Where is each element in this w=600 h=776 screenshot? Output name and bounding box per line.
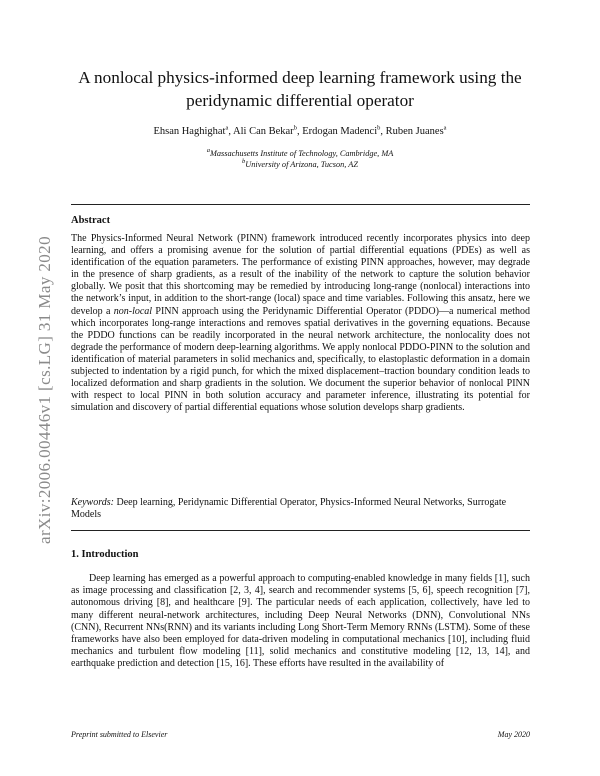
author-name: Erdogan Madenci [302, 126, 378, 137]
section-heading-introduction: 1. Introduction [71, 549, 139, 560]
author-name: Ruben Juanes [385, 126, 444, 137]
affiliation-text: University of Arizona, Tucson, AZ [245, 160, 358, 169]
affiliation-line [70, 159, 530, 170]
affiliation-line [70, 148, 530, 159]
affiliation-mark: b [242, 158, 246, 166]
affiliation-mark: a [206, 147, 210, 155]
footer-preprint-note: Preprint submitted to Elsevier [71, 730, 168, 739]
author-name: Ali Can Bekar [233, 126, 294, 137]
abstract-text-part: PINN approach using the Peridynamic Differential Operator (PDDO)—a numerical method which incorporates long-range interactions and removes spatial derivatives in the governing equations. Because the PDDO functions can be readily incorporated in the neural network architecture, the nonlocality does not degrade the performance of modern deep-learning algorithms. We apply nonlocal PDDO-PINN to the solution and identification of material parameters in solid mechanics and, specifically, to elastoplastic deformation in a domain subjected to indentation by a rigid punch, for which the mixed displacement–traction boundary condition leads to localized deformation and sharp gradients in the solution. We document the superior behavior of nonlocal PINN with respect to local PINN in both solution accuracy and parameter inference, illustrating its potential for simulation and discovery of partial differential equations whose solution develops sharp gradients. [71, 305, 531, 414]
abstract-bottom-rule [71, 530, 530, 531]
paper-title: A nonlocal physics-informed deep learning framework using the peridynamic differential operator [78, 68, 522, 110]
author-list: Ehsan Haghighat$^a$, Ali Can Bekar$^b$, Erdogan Madenci$^b$, Ruben Juanes$^a$ [153, 124, 447, 137]
affiliation-list [70, 148, 530, 170]
abstract-heading: Abstract [71, 215, 111, 226]
author-affiliation-mark: a [225, 124, 229, 132]
abstract-text-part: The Physics-Informed Neural Network (PINN) framework introduced recently incorporates physics into deep learning, and offers a promising avenue for the solution of partial differential equations (PDEs) as well as identification of the equation parameters. The performance of existing PINN approaches, however, may degrade in the presence of sharp gradients, as a result of the inability of the network to capture the solution behavior globally. We posit that this shortcoming may be remedied by introducing long-range (nonlocal) interactions into the network’s input, in addition to the short-range (local) space and time variables. Following this ansatz, here we develop a [71, 233, 530, 317]
author-name: Ehsan Haghighat [153, 126, 226, 137]
keywords-text: Deep learning, Peridynamic Differential Operator, Physics-Informed Neural Networks, Surrogate Models [71, 497, 507, 521]
abstract-emphasis: non-local [113, 305, 153, 317]
arxiv-identifier-stamp [30, 200, 60, 580]
abstract-body [71, 233, 530, 414]
keywords-label: Keywords: [71, 497, 114, 508]
author-affiliation-mark: b [293, 124, 297, 132]
introduction-paragraph: Deep learning has emerged as a powerful approach to computing-enabled knowledge in many fields [1], such as image processing and classification [2, 3, 4], search and recommender systems [5, 6], speech recognition [7], autonomous driving [8], and healthcare [9]. The particular needs of each application, collectively, have led to many different neural-network architectures, including Deep Neural Networks (DNN), Convolutional NNs (CNN), Recurrent NNs(RNN) and its variants including Long Short-Term Memory RNNs (LSTM). Some of these frameworks have also been employed for data-driven modeling in computational mechanics [10], including fluid mechanics and turbulent flow modeling [11], solid mechanics and constitutive modeling [12, 13, 14], and earthquake prediction and detection [15, 16]. These efforts have resulted in the availability of [71, 573, 530, 670]
arxiv-identifier-text: arXiv:2006.00446v1 [cs.LG] 31 May 2020 [35, 236, 54, 544]
keywords-block [71, 497, 530, 521]
footer-date: May 2020 [497, 730, 530, 739]
author-affiliation-mark: b [377, 124, 381, 132]
affiliation-text: Massachusetts Institute of Technology, Cambridge, MA [209, 149, 394, 158]
author-affiliation-mark: a [443, 124, 447, 132]
abstract-top-rule [71, 204, 530, 205]
